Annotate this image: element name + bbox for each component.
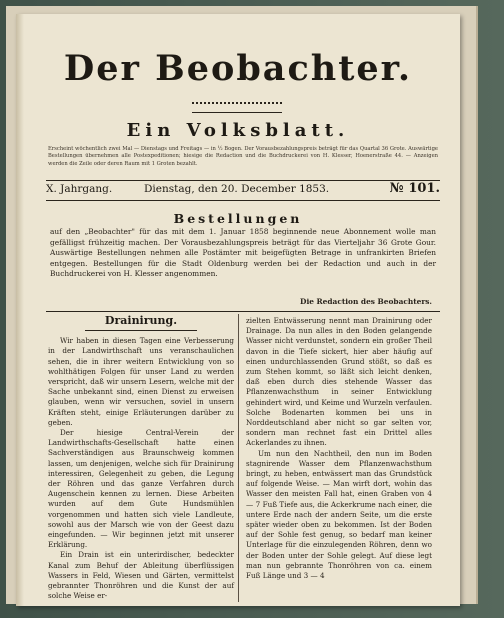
announcement-signature: Die Redaction des Beobachters. (300, 297, 432, 306)
announcement-text: auf den „Beobachter" für das mit dem 1. Januar 1858 beginnende neue Abonnement wolle man gefälligst frühzeitig machen. Der Vorausbezahlungspreis beträgt für das Vierteljahr 36 Grote Gour. Auswärtige Bestellungen nehmen alle Postämter mit beigefügten Betrage in unfrankirten Briefen entgegen. Bestellungen für die Stadt Oldenburg werden bei der Redaction und auch in der Buchdruckerei von H. Klesser angenommen. (50, 227, 436, 279)
rule-top (46, 180, 440, 181)
issue-volume: X. Jahrgang. (46, 183, 113, 195)
article-right-column (246, 316, 432, 581)
imprint-text: Erscheint wöchentlich zwei Mal — Dienstags und Freitags — in ½ Bogen. Der Vorausbezahlungspreis beträgt für das Quartal 36 Grote. Auswärtige Bestellungen übernehmen alle Postexpeditionen; hiesige die Redaction und die Buchdruckerei von H. Klesser, Hoenerstraße 44. — Anzeigen werden die Zeile oder deren Raum mit 1 Groten bezahlt. (48, 146, 438, 167)
article-left-column (48, 316, 234, 601)
announcement-title: Bestellungen (173, 211, 303, 226)
issue-line (46, 183, 440, 199)
article-paragraph: Der hiesige Central-Verein der Landwirthschafts-Gesellschaft hatte einen Sachverständigen aus Braunschweig kommen lassen, um denjenigen, welche sich für Drainirung interessiren, Gelegenheit zu geben, die Legung der Röhren und das ganze Verfahren durch Augenschein kennen zu lernen. Diese Arbeiten wurden auf dem Gute Hundsmühlen vorgenommen und hatten sich viele Landleute, sowohl aus der Marsch wie von der Geest dazu eingefunden. — Wir beginnen jetzt mit unserer Erklärung. (48, 428, 234, 550)
column-separator (238, 314, 239, 602)
issue-number: № 101. (389, 181, 440, 196)
issue-date: Dienstag, den 20. December 1853. (144, 183, 330, 195)
rule-under-issue (46, 200, 440, 201)
rule-above-columns (46, 311, 440, 312)
article-paragraph: Wir haben in diesen Tagen eine Verbesserung in der Landwirthschaft uns veranschaulichen sehen, die in ihrer weitern Entwicklung von so wohlthätigen Folgen für unser Land zu werden verspricht, daß wir unsern Lesern, welche mit der Sache unbekannt sind, einen Dienst zu erweisen glauben, wenn wir versuchen, soviel in unsern Kräften steht, einige Erläuterungen darüber zu geben. (48, 336, 234, 427)
ornament-divider (192, 102, 282, 113)
page-fold-shadow (16, 14, 24, 606)
article-title-rule (85, 330, 197, 331)
article-paragraph: zielten Entwässerung nennt man Drainirung oder Drainage. Da nun alles in den Boden gelangende Wasser nicht verdunstet, sondern ein großer Theil davon in die Tiefe sickert, hier aber häufig auf einen undurchlassenden Grund stößt, so daß es zum Stehen kommt, so läßt sich leicht denken, daß eben durch dies stehende Wasser das Pflanzenwachsthum in seiner Entwicklung gehindert wird, und Keime und Wurzeln verfaulen. Solche Bodenarten kommen bei uns in Norddeutschland aber nicht so gar selten vor, sondern man rechnet fast ein Drittel alles Ackerlandes zu ihnen. (246, 316, 432, 448)
masthead-title: Der Beobachter. (63, 48, 413, 89)
masthead-subtitle: Ein Volksblatt. (126, 120, 350, 141)
article-paragraph: Ein Drain ist ein unterirdischer, bedeckter Kanal zum Behuf der Ableitung überflüssigen Wassers in Feld, Wiesen und Gärten, vermittelst gebrannter Thonröhren und die Kunst der auf solche Weise er- (48, 550, 234, 601)
newspaper-page (16, 14, 460, 606)
article-paragraph: Um nun den Nachtheil, den nun im Boden stagnirende Wasser dem Pflanzenwachsthum bringt, zu heben, entwässert man das Grundstück auf folgende Weise. — Man wirft dort, wohin das Wasser den meisten Fall hat, einen Graben von 4 — 7 Fuß Tiefe aus, die Ackerkrume nach einer, die untere Erde nach der andern Seite, um die erste später wieder oben zu bekommen. Ist der Boden auf der Sohle fest genug, so bedarf man keiner Unterlage für die einzulegenden Röhren, denn wo der Boden unter der Sohle gelegt. Auf diese legt man nun gebrannte Thonröhren von ca. einem Fuß Länge und 3 — 4 (246, 448, 432, 581)
article-title: Drainirung. (104, 314, 178, 327)
